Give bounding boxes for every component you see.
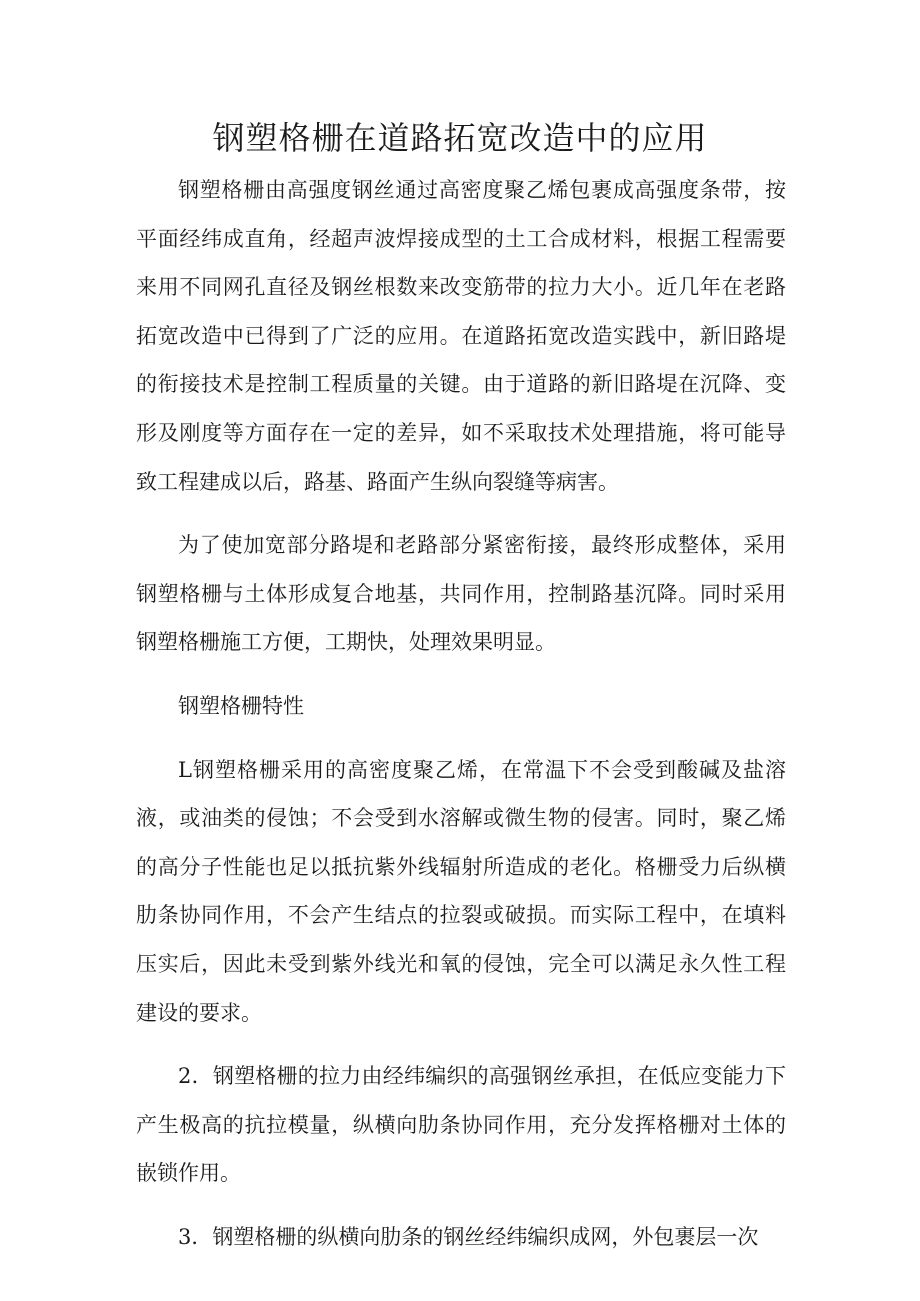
document-body xyxy=(136,166,786,1261)
section-heading: 钢塑格栅特性 xyxy=(178,693,304,718)
paragraph-feature-2: 2．钢塑格栅的拉力由经纬编织的高强钢丝承担，在低应变能力下产生极高的抗拉模量，纵横向肋条协同作用，充分发挥格栅对土体的嵌锁作用。 xyxy=(136,1064,786,1186)
paragraph-purpose: 为了使加宽部分路堤和老路部分紧密衔接，最终形成整体，采用钢塑格栅与土体形成复合地基，共同作用，控制路基沉降。同时采用钢塑格栅施工方便，工期快，处理效果明显。 xyxy=(136,533,786,655)
paragraph-intro: 钢塑格栅由高强度钢丝通过高密度聚乙烯包裹成高强度条带，按平面经纬成直角，经超声波焊接成型的土工合成材料，根据工程需要来用不同网孔直径及钢丝根数来改变筋带的拉力大小。近几年在老路拓宽改造中已得到了广泛的应用。在道路拓宽改造实践中，新旧路堤的衔接技术是控制工程质量的关键。由于道路的新旧路堤在沉降、变形及刚度等方面存在一定的差异，如不采取技术处理措施，将可能导致工程建成以后，路基、路面产生纵向裂缝等病害。 xyxy=(136,178,786,494)
document-title: 钢塑格栅在道路拓宽改造中的应用 xyxy=(212,119,708,157)
paragraph-feature-1: L钢塑格栅采用的高密度聚乙烯，在常温下不会受到酸碱及盐溶液，或油类的侵蚀；不会受到水溶解或微生物的侵害。同时，聚乙烯的高分子性能也足以抵抗紫外线辐射所造成的老化。格栅受力后纵横肋条协同作用，不会产生结点的拉裂或破损。而实际工程中，在填料压实后，因此未受到紫外线光和氧的侵蚀，完全可以满足永久性工程建设的要求。 xyxy=(136,757,786,1025)
paragraph-feature-3: 3．钢塑格栅的纵横向肋条的钢丝经纬编织成网，外包裹层一次 xyxy=(178,1224,759,1249)
